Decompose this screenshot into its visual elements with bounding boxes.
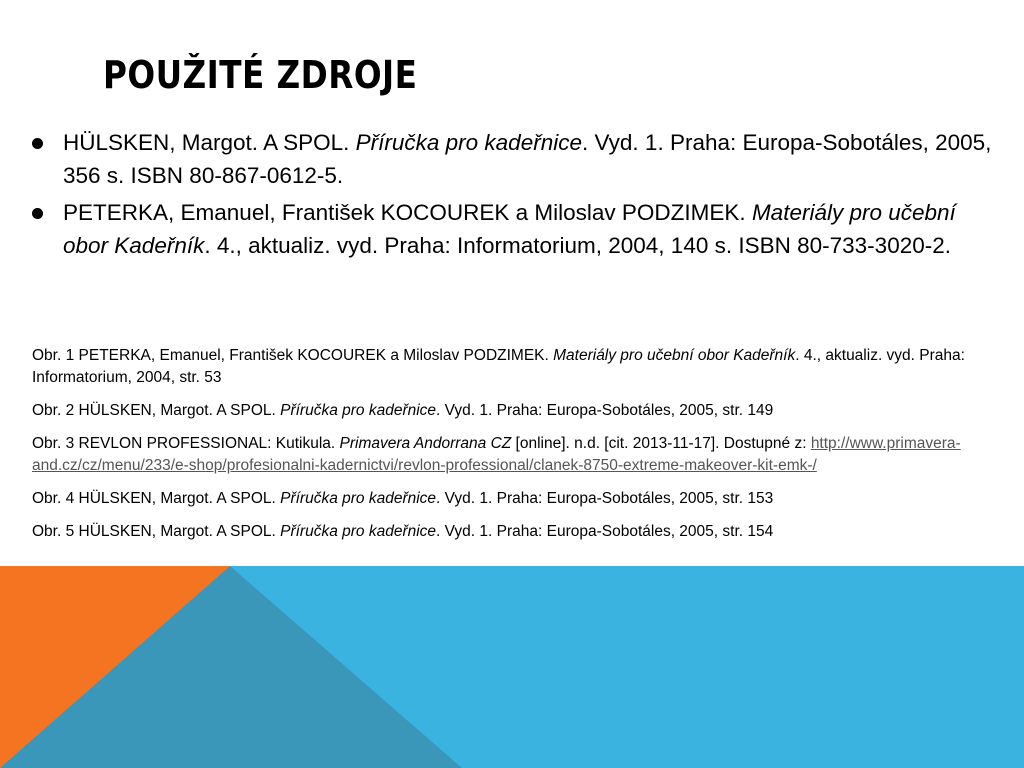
source-item <box>32 126 992 192</box>
figure-credit <box>32 433 997 477</box>
figure-credit-authors: Obr. 3 REVLON PROFESSIONAL: Kutikula. <box>32 435 340 452</box>
figure-credit-title: Materiály pro učební obor Kadeřník <box>553 347 796 364</box>
figure-credit-details: [online]. n.d. [cit. 2013-11-17]. Dostupné z: <box>511 435 811 452</box>
figure-credit-details: . Vyd. 1. Praha: Europa-Sobotáles, 2005, str. 153 <box>436 490 774 507</box>
figure-credit <box>32 521 997 543</box>
source-authors: PETERKA, Emanuel, František KOCOUREK a Miloslav PODZIMEK. <box>63 200 752 225</box>
figure-credit-details: . Vyd. 1. Praha: Europa-Sobotáles, 2005, str. 154 <box>436 523 774 540</box>
figure-credit <box>32 345 997 389</box>
figure-credit-authors: Obr. 2 HÜLSKEN, Margot. A SPOL. <box>32 402 281 419</box>
figure-source-link[interactable]: http://www.primavera-and.cz/cz/menu/233/e-shop/profesionalni-kadernictvi/revlon-professional/clanek-8750-extreme-makeover-kit-emk-/ <box>32 435 961 474</box>
sources-list <box>32 126 992 266</box>
figure-credit-authors: Obr. 1 PETERKA, Emanuel, František KOCOUREK a Miloslav PODZIMEK. <box>32 347 554 364</box>
figure-credit <box>32 400 997 422</box>
figure-credit-title: Příručka pro kadeřnice <box>280 402 437 419</box>
source-details: . Vyd. 1. Praha: Europa-Sobotáles, 2005, 356 s. ISBN 80-867-0612-5. <box>63 130 992 188</box>
figure-credit-title: Příručka pro kadeřnice <box>280 490 437 507</box>
figure-credits <box>32 345 997 554</box>
page-title: POUŽITÉ ZDROJE <box>103 53 418 97</box>
decorative-footer-shapes <box>0 566 1024 768</box>
figure-credit-authors: Obr. 5 HÜLSKEN, Margot. A SPOL. <box>32 523 281 540</box>
figure-credit-authors: Obr. 4 HÜLSKEN, Margot. A SPOL. <box>32 490 281 507</box>
source-authors: HÜLSKEN, Margot. A SPOL. <box>63 130 356 155</box>
figure-credit-details: . 4., aktualiz. vyd. Praha: Informatorium, 2004, str. 53 <box>32 347 965 386</box>
source-item <box>32 196 992 262</box>
figure-credit-title: Primavera Andorrana CZ <box>339 435 512 452</box>
bullet-icon <box>32 138 43 149</box>
figure-credit <box>32 488 997 510</box>
source-title: Materiály pro učební obor Kadeřník <box>63 200 956 258</box>
bullet-icon <box>32 208 43 219</box>
source-title: Příručka pro kadeřnice <box>355 130 582 155</box>
figure-credit-title: Příručka pro kadeřnice <box>280 523 437 540</box>
source-details: . 4., aktualiz. vyd. Praha: Informatorium, 2004, 140 s. ISBN 80-733-3020-2. <box>204 233 951 258</box>
figure-credit-details: . Vyd. 1. Praha: Europa-Sobotáles, 2005, str. 149 <box>436 402 774 419</box>
